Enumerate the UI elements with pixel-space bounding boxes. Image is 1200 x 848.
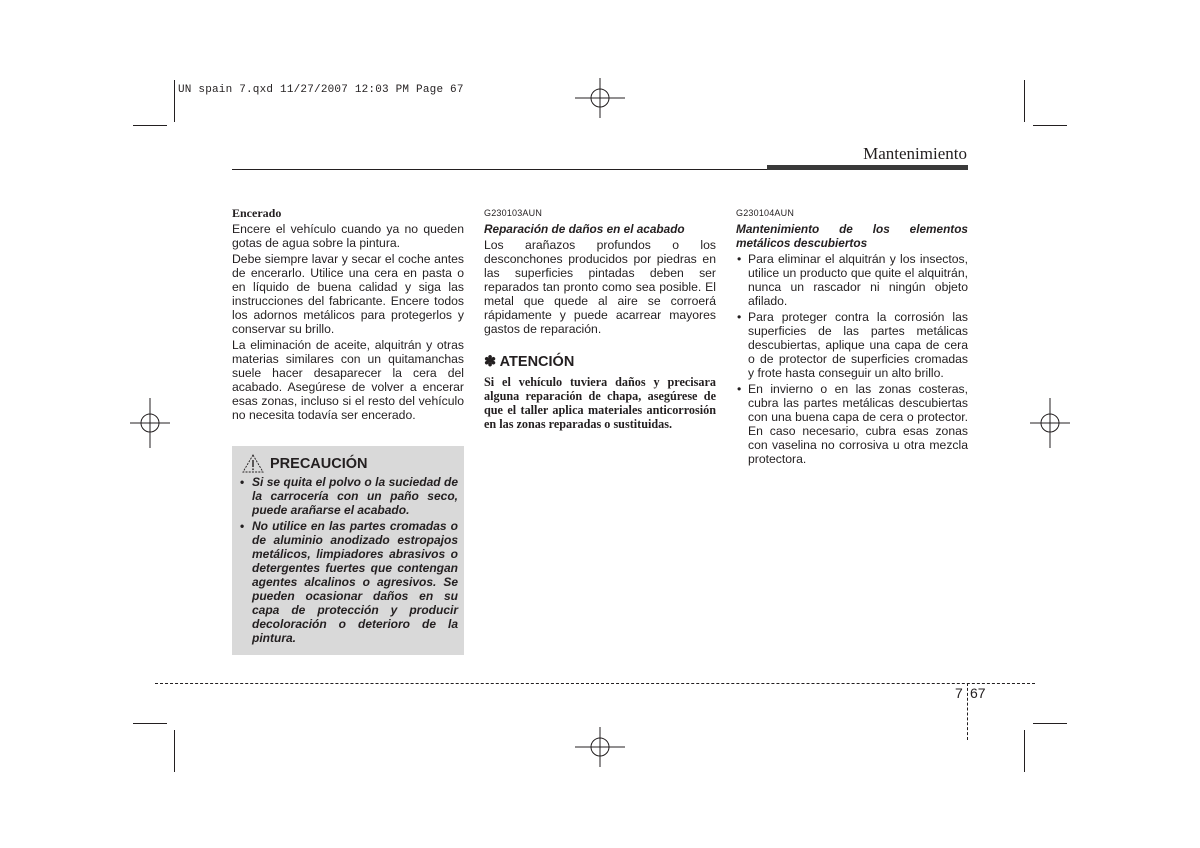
metal-parts-list <box>736 252 968 466</box>
metal-parts-subheading: Mantenimiento de los elementos metálicos descubiertos <box>736 222 968 250</box>
caution-list <box>240 475 458 647</box>
waxing-paragraph: Debe siempre lavar y secar el coche antes de encerarlo. Utilice una cera en pasta o en líquido de buena calidad y siga las instrucciones del fabricante. Encere todos los adornos metálicos para protegerlos y conservar su brillo. <box>232 252 464 336</box>
crop-mark <box>1033 723 1067 724</box>
warning-triangle-icon <box>242 454 264 473</box>
attention-body: Si el vehículo tuviera daños y precisara alguna reparación de chapa, asegúrese de que el taller aplica materiales anticorrosión en las zonas reparadas o sustituidas. <box>484 375 716 431</box>
crosshair-icon <box>130 398 170 448</box>
caution-box <box>232 446 464 655</box>
crop-mark <box>133 723 167 724</box>
page-number: 67 <box>970 685 986 701</box>
section-code: G230104AUN <box>736 208 795 218</box>
waxing-heading: Encerado <box>232 206 282 220</box>
chapter-number: 7 <box>955 685 963 701</box>
header-rule-thick <box>767 165 968 170</box>
asterisk-icon: ✽ <box>484 354 497 370</box>
crosshair-icon <box>1030 398 1070 448</box>
caution-item: • Si se quita el polvo o la suciedad de la carrocería con un paño seco, puede arañarse el acabado. <box>240 475 458 517</box>
crop-mark <box>1024 730 1025 772</box>
crosshair-icon <box>575 727 625 767</box>
crop-mark <box>174 80 175 122</box>
section-code: G230103AUN <box>484 208 543 218</box>
attention-title: ATENCIÓN <box>499 354 575 370</box>
crop-mark <box>1033 125 1067 126</box>
caution-header <box>242 454 367 473</box>
waxing-paragraph: La eliminación de aceite, alquitrán y otras materias similares con un quitamanchas suele hacer desaparecer la cera del acabado. Asegúrese de volver a encerar esas zonas, incluso si el resto del vehículo no necesita todavía ser encerado. <box>232 338 464 422</box>
caution-item: • No utilice en las partes cromadas o de aluminio anodizado estropajos metálicos, limpiadores abrasivos o detergentes fuertes que contengan agentes alcalinos o agresivos. Se pueden ocasionar daños en su capa de protección y producir decoloración o deterioro de la pintura. <box>240 519 458 645</box>
crosshair-icon <box>575 78 625 118</box>
list-item: • Para eliminar el alquitrán y los insectos, utilice un producto que quite el alquitrán, nunca un rascador ni ningún objeto afilado. <box>736 252 968 308</box>
list-item: • En invierno o en las zonas costeras, cubra las partes metálicas descubiertas con una buena capa de cera o protector. En caso necesario, cubra esas zonas con vaselina no corrosiva u otra mezcla protectora. <box>736 382 968 466</box>
crop-mark <box>174 730 175 772</box>
attention-header <box>484 355 716 369</box>
crop-mark <box>133 125 167 126</box>
header-rule <box>232 169 768 170</box>
print-slug: UN spain 7.qxd 11/27/2007 12:03 PM Page 67 <box>178 84 464 96</box>
page-number-divider <box>967 683 968 740</box>
column-repair <box>484 206 716 433</box>
waxing-paragraph: Encere el vehículo cuando ya no queden gotas de agua sobre la pintura. <box>232 222 464 250</box>
column-metal-parts <box>736 206 968 468</box>
column-waxing <box>232 206 464 424</box>
section-title: Mantenimiento <box>863 144 967 163</box>
repair-paragraph: Los arañazos profundos o los desconchones producidos por piedras en las superficies pintadas deben ser reparados tan pronto como sea posible. El metal que quede al aire se corroerá rápidamente y puede acarrear mayores gastos de reparación. <box>484 238 716 336</box>
caution-title: PRECAUCIÓN <box>270 455 368 472</box>
repair-subheading: Reparación de daños en el acabado <box>484 222 685 236</box>
crop-mark <box>1024 80 1025 122</box>
list-item: • Para proteger contra la corrosión las superficies de las partes metálicas descubiertas, aplique una capa de cera o de protector de superficies cromadas y frote hasta conseguir un alto brillo. <box>736 310 968 380</box>
footer-rule <box>155 683 1035 684</box>
